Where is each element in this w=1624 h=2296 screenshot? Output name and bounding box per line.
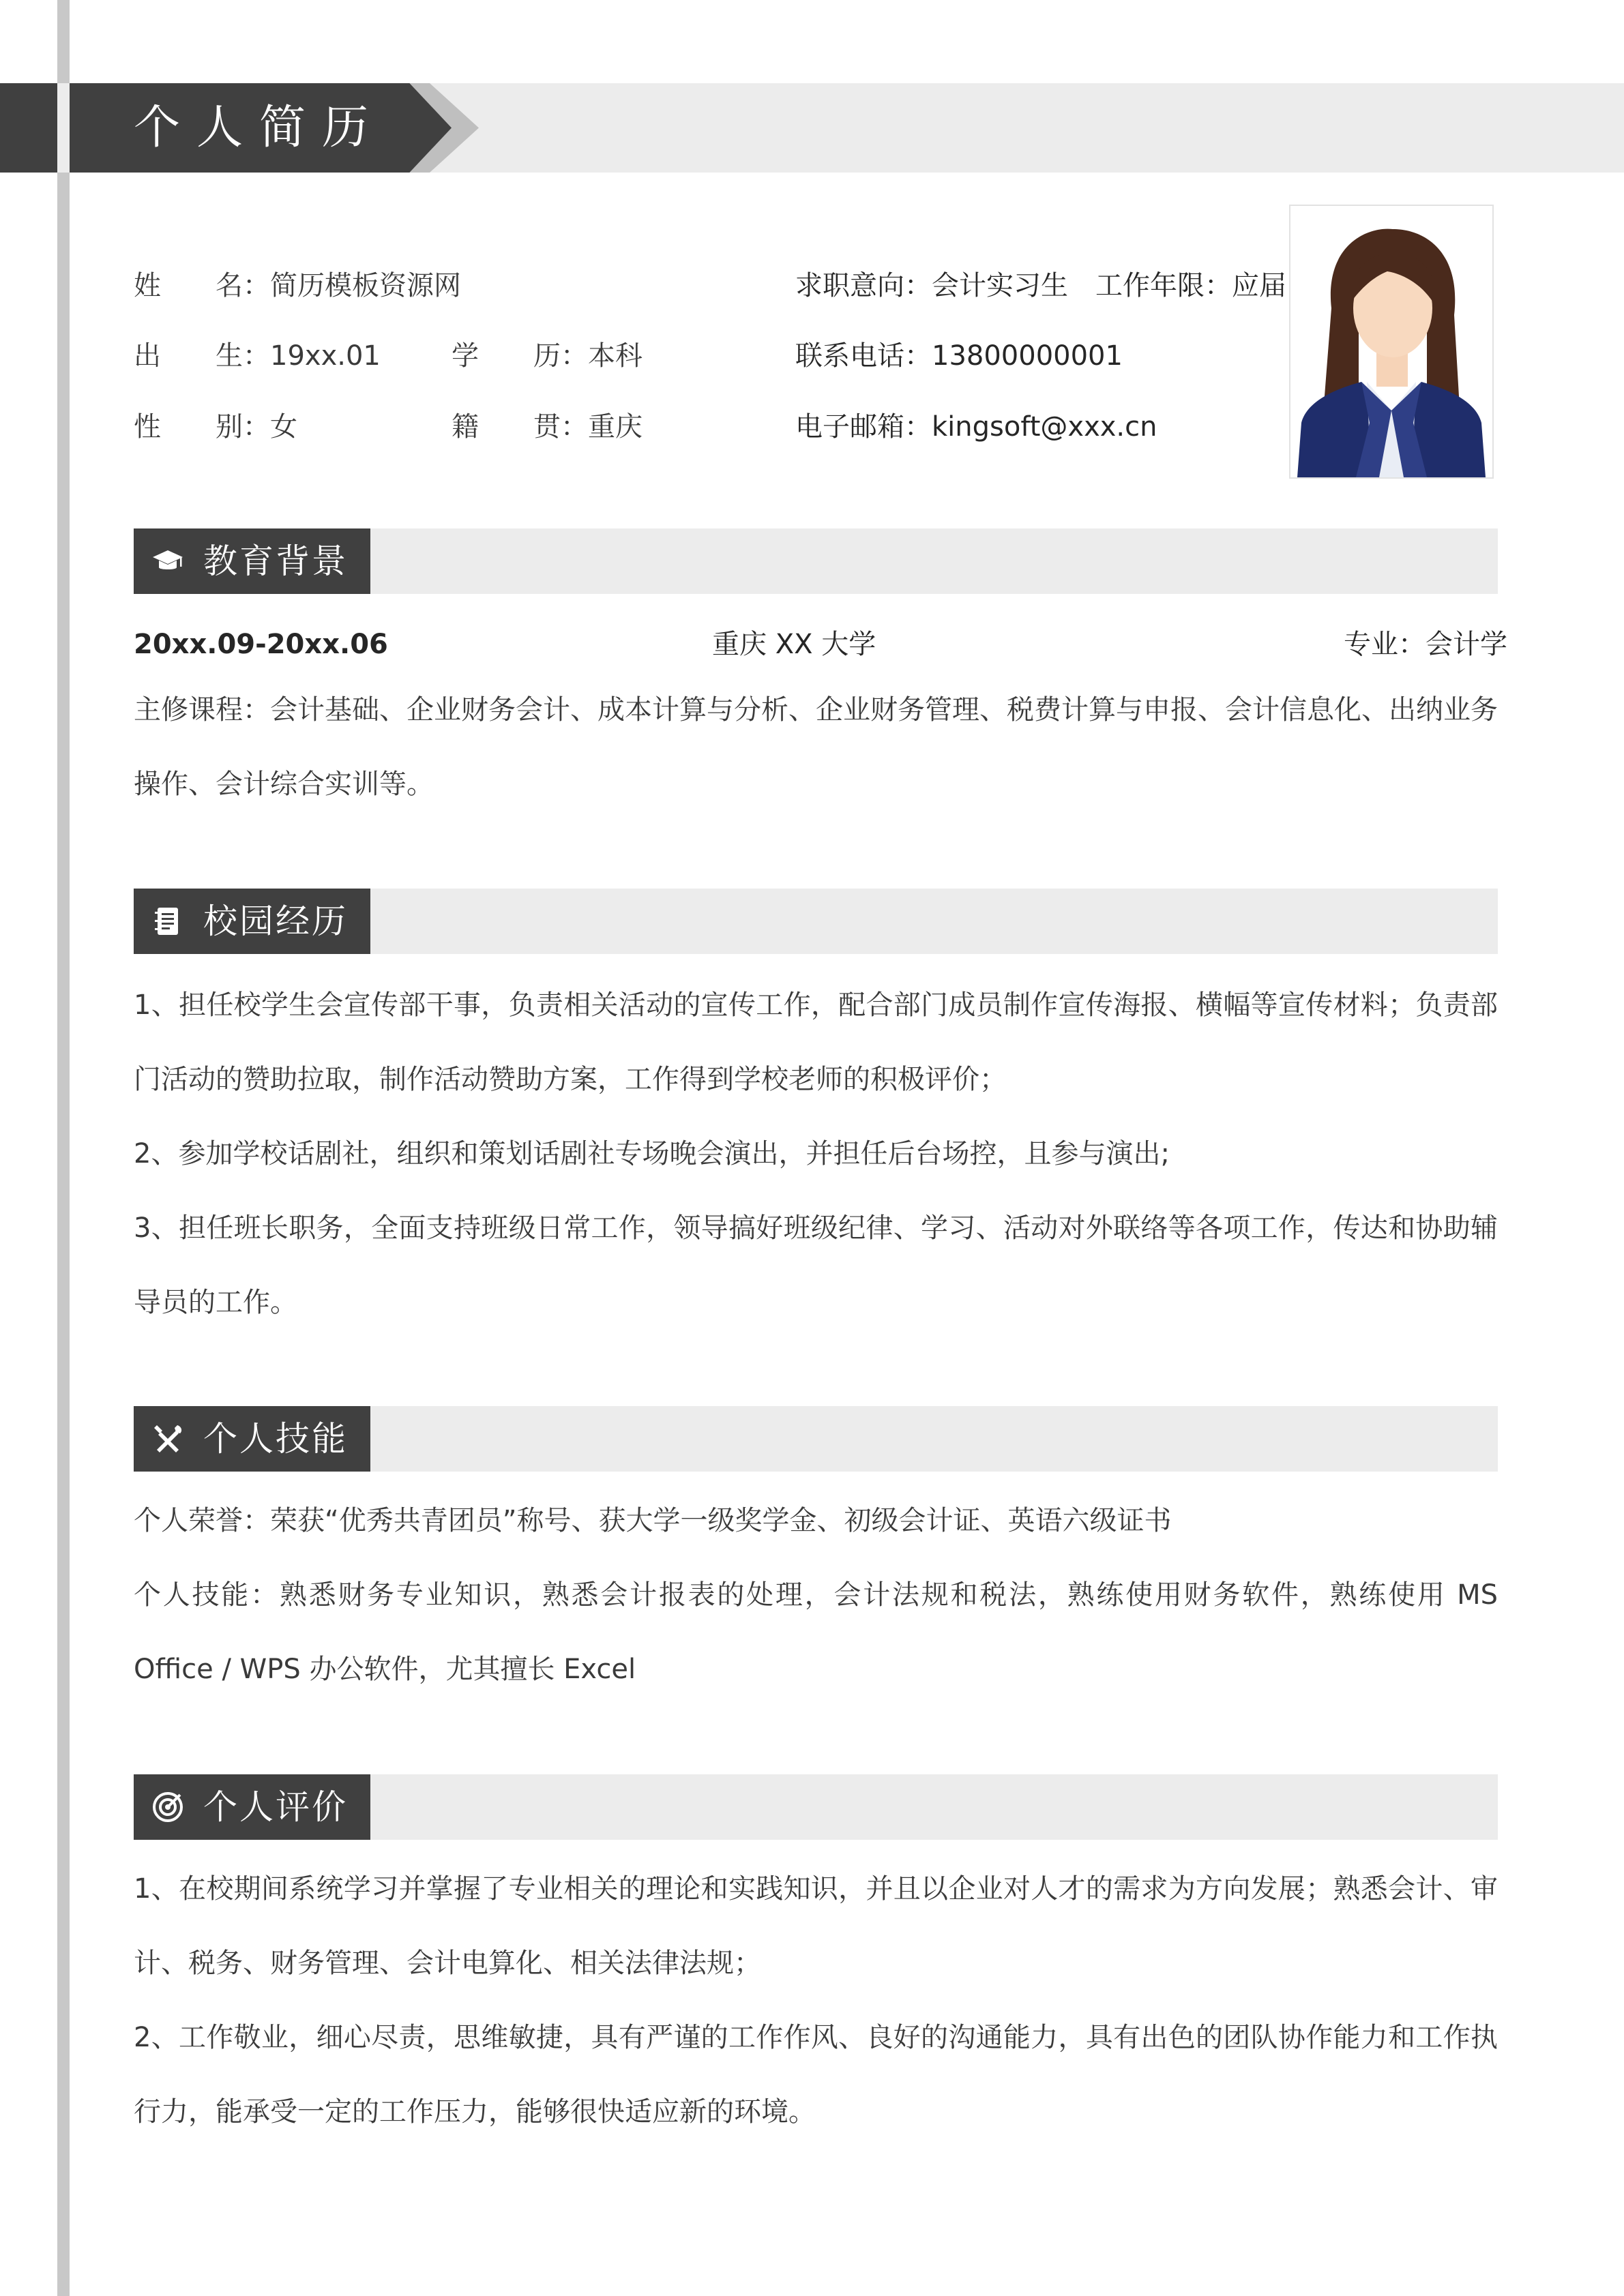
education-period: 20xx.09-20xx.06 [134,629,388,660]
graduation-cap-icon [151,545,184,578]
campus-section-title: 校园经历 [203,901,348,941]
phone-value: 13800000001 [932,340,1123,372]
skills-section-title: 个人技能 [203,1419,348,1459]
info-gender [134,406,297,447]
education-school: 重庆 XX 大学 [712,629,876,660]
education-courses: 主修课程：会计基础、企业财务会计、成本计算与分析、企业财务管理、税费计算与申报、会计信息化、出纳业务操作、会计综合实训等。 [134,694,1498,800]
campus-item-2: 2、参加学校话剧社，组织和策划话剧社专场晚会演出，并担任后台场控，且参与演出; [134,1138,1170,1169]
info-name [134,265,461,306]
info-phone [795,336,1123,376]
info-birth [134,336,381,376]
gender-label: 性 别： [134,411,270,443]
header-left-block [0,83,57,173]
objective-value: 会计实习生 [932,270,1068,301]
name-value: 简历模板资源网 [270,270,461,301]
notebook-icon [151,905,184,938]
evaluation-section-title: 个人评价 [203,1787,348,1827]
campus-item-1: 1、担任校学生会宣传部干事，负责相关活动的宣传工作，配合部门成员制作宣传海报、横幅等宣传材料；负责部门活动的赞助拉取，制作活动赞助方案，工作得到学校老师的积极评价； [134,989,1498,1095]
education-row [134,621,1507,668]
education-value: 本科 [588,340,643,372]
years-label: 工作年限： [1095,270,1232,301]
info-objective-clip [795,265,1300,306]
campus-item-3: 3、担任班长职务，全面支持班级日常工作，领导搞好班级纪律、学习、活动对外联络等各项工作，传达和协助辅导员的工作。 [134,1212,1498,1318]
info-objective [795,265,1286,306]
profile-photo [1289,205,1494,479]
skills-description: 个人技能：熟悉财务专业知识，熟悉会计报表的处理，会计法规和税法，熟练使用财务软件，熟练使用 MS Office / WPS 办公软件，尤其擅长 Excel [134,1579,1498,1685]
evaluation-item-2: 2、工作敬业，细心尽责，思维敏捷，具有严谨的工作作风、良好的沟通能力，具有出色的团队协作能力和工作执行力，能承受一定的工作压力，能够很快适应新的环境。 [134,2022,1498,2128]
avatar-illustration-icon [1290,206,1492,477]
objective-label: 求职意向： [795,270,932,301]
skills-honors: 个人荣誉：荣获“优秀共青团员”称号、获大学一级奖学金、初级会计证、英语六级证书 [134,1505,1172,1536]
skills-section-header [134,1406,370,1472]
education-label: 学 历： [452,340,588,372]
info-education [452,336,643,376]
phone-label: 联系电话： [795,340,932,372]
tools-icon [151,1422,184,1455]
education-section-title: 教育背景 [203,541,348,581]
education-major: 专业：会计学 [1344,629,1507,660]
native-label: 籍 贯： [452,411,588,443]
gender-value: 女 [270,411,297,443]
email-value: kingsoft@xxx.cn [932,411,1157,443]
education-section-header [134,528,370,594]
target-icon [151,1791,184,1823]
birth-value: 19xx.01 [270,340,381,372]
years-value: 应届 [1232,270,1286,301]
evaluation-item-1: 1、在校期间系统学习并掌握了专业相关的理论和实践知识，并且以企业对人才的需求为方向发展；熟悉会计、审计、税务、财务管理、会计电算化、相关法律法规； [134,1873,1498,1979]
left-decorative-line [57,0,70,2296]
email-label: 电子邮箱： [795,411,932,443]
evaluation-section-header [134,1774,370,1840]
info-native-place [452,406,643,447]
page-title: 个人简历 [134,101,385,155]
campus-section-header [134,889,370,954]
info-email [795,406,1157,447]
native-value: 重庆 [588,411,643,443]
name-label: 姓 名： [134,270,270,301]
birth-label: 出 生： [134,340,270,372]
